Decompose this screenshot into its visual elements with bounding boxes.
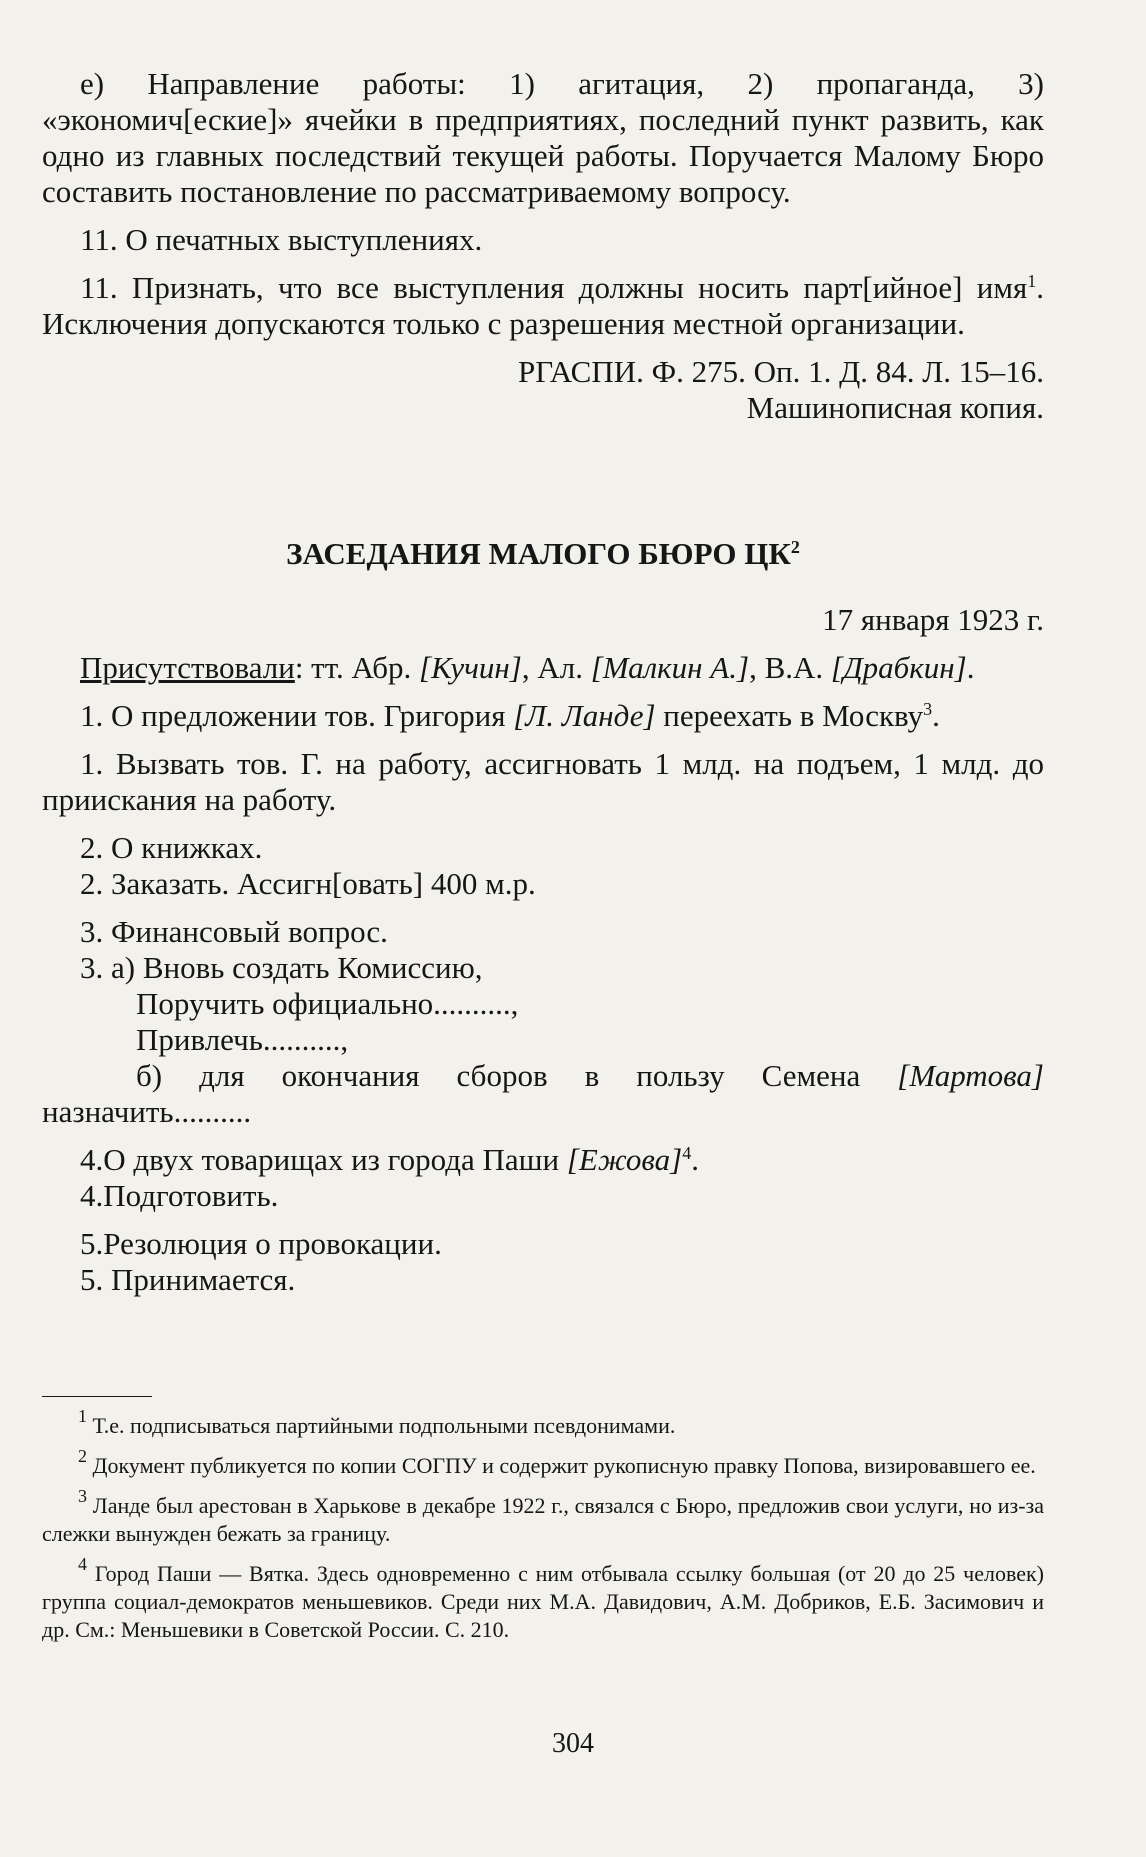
archive-source: РГАСПИ. Ф. 275. Оп. 1. Д. 84. Л. 15–16. — [518, 354, 1044, 389]
answer-3a: 3. а) Вновь создать Комиссию, — [80, 950, 483, 985]
answer-3a-item-1: Поручить официально.........., — [136, 986, 519, 1021]
answer-5: 5. Принимается. — [80, 1262, 296, 1297]
footnotes — [42, 1406, 1044, 1644]
footnote-3: $^3$ Ланде был арестован в Харькове в декабре 1922 г., связался с Бюро, предложив свои услуги, но из-за слежки вынужден бежать за границу. — [42, 1486, 1044, 1546]
question-2: 2. О книжках. — [80, 830, 263, 865]
attendees: Присутствовали: тт. Абр. [Кучин], Ал. [Малкин А.], В.А. [Драбкин]. — [80, 650, 975, 685]
footnote-ref-1: 1 — [1027, 271, 1037, 291]
meeting-date: 17 января 1923 г. — [822, 602, 1044, 637]
footnote-ref-4: 4 — [682, 1143, 692, 1163]
attendees-label: Присутствовали — [80, 650, 295, 685]
footnote-2: $^2$ Документ публикуется по копии СОГПУ и содержит рукописную правку Попова, визировавшего ее. — [78, 1446, 1036, 1478]
section-title: ЗАСЕДАНИЯ МАЛОГО БЮРО $ЦК^2$ — [286, 536, 800, 571]
answer-4: 4.Подготовить. — [80, 1178, 279, 1213]
page-number: 304 — [552, 1728, 594, 1759]
question-3: 3. Финансовый вопрос. — [80, 914, 388, 949]
meeting-record — [42, 602, 1044, 1298]
item-11-answer: 11. Признать, что все выступления должны носить парт[ийное] имя$^1$. Исключения допускаются только с разрешения местной организации. — [42, 270, 1044, 341]
answer-3b: б) для окончания сборов в пользу Семена [Мартова] назначить.......... — [42, 1058, 1044, 1129]
footnote-separator — [42, 1396, 152, 1397]
copy-type-note: Машинописная копия. — [746, 390, 1044, 425]
item-11-question: 11. О печатных выступлениях. — [80, 222, 483, 257]
answer-1: 1. Вызвать тов. Г. на работу, ассигновать 1 млд. на подъем, 1 млд. до приискания на работу. — [42, 746, 1044, 817]
previous-document-tail — [42, 66, 1044, 426]
question-4: 4.О двух товарищах из города Паши [Ежова]$^4$. — [80, 1142, 699, 1177]
footnote-ref-2: 2 — [790, 537, 800, 557]
answer-2: 2. Заказать. Ассигн[овать] 400 м.р. — [80, 866, 536, 901]
answer-3a-item-2: Привлечь.........., — [136, 1022, 349, 1057]
question-5: 5.Резолюция о провокации. — [80, 1226, 442, 1261]
paragraph-e: е) Направление работы: 1) агитация, 2) пропаганда, 3) «экономич[еские]» ячейки в предприятиях, последний пункт развить, как одно из главных последствий текущей работы. Поручается Малому Бюро составить постановление по рассматриваемому вопросу. — [42, 66, 1044, 209]
footnote-4: $^4$ Город Паши — Вятка. Здесь одновременно с ним отбывала ссылку большая (от 20 до 25 человек) группа социал-демократов меньшевиков. Среди них М.А. Давидович, А.М. Добриков, Е.Б. Засимович и др. См.: Меньшевики в Советской России. С. 210. — [42, 1554, 1044, 1642]
footnote-ref-3: 3 — [923, 699, 933, 719]
question-1: 1. О предложении тов. Григория [Л. Ланде] переехать в Москву$^3$. — [80, 698, 940, 733]
footnote-1: $^1$ Т.е. подписываться партийными подпольными псевдонимами. — [78, 1406, 676, 1438]
section-header — [42, 536, 1044, 572]
